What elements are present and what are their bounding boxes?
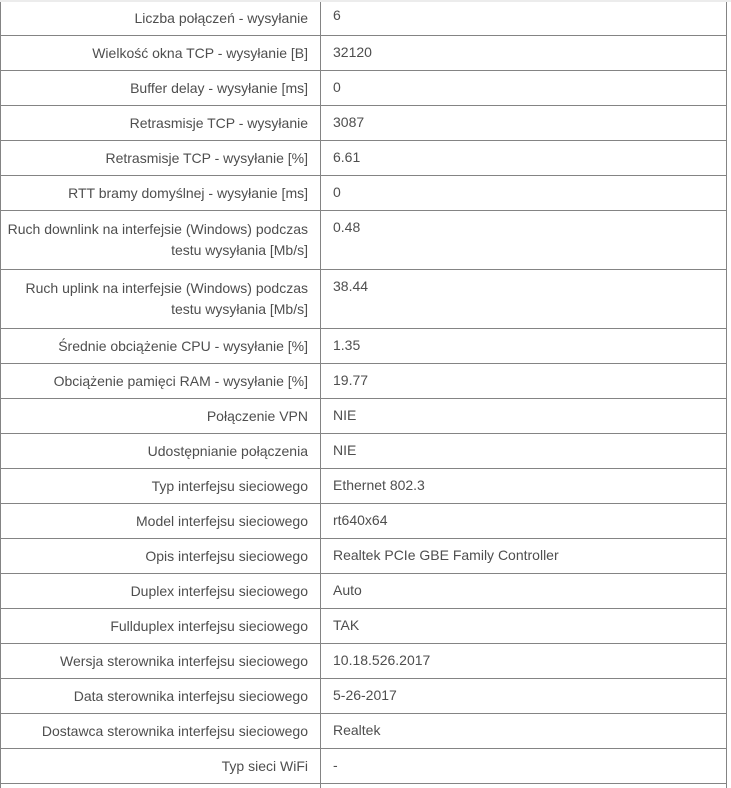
row-value: 0.48 [321, 211, 727, 270]
row-value: 10.18.526.2017 [321, 644, 727, 679]
row-label: Wersja sterownika interfejsu sieciowego [1, 644, 321, 679]
row-label: Data sterownika interfejsu sieciowego [1, 679, 321, 714]
row-value: NIE [321, 434, 727, 469]
table-row [1, 434, 727, 469]
table-row [1, 270, 727, 329]
table-row [1, 644, 727, 679]
table-row [1, 539, 727, 574]
row-label: Buffer delay - wysyłanie [ms] [1, 71, 321, 106]
table-row [1, 504, 727, 539]
row-value: Realtek [321, 714, 727, 749]
table-row [1, 399, 727, 434]
table-row [1, 141, 727, 176]
table-row [1, 2, 727, 36]
row-value: TAK [321, 609, 727, 644]
row-value: 3087 [321, 106, 727, 141]
table-row [1, 749, 727, 784]
row-label: Duplex interfejsu sieciowego [1, 574, 321, 609]
row-value: Ethernet 802.3 [321, 469, 727, 504]
table-row [1, 574, 727, 609]
row-label: Ruch downlink na interfejsie (Windows) podczas testu wysyłania [Mb/s] [1, 211, 321, 270]
row-value: NIE [321, 399, 727, 434]
table-row [1, 364, 727, 399]
row-label: Obciążenie pamięci RAM - wysyłanie [%] [1, 364, 321, 399]
row-label: Średnie obciążenie CPU - wysyłanie [%] [1, 329, 321, 364]
row-value: 0 [321, 176, 727, 211]
row-label: Model interfejsu sieciowego [1, 504, 321, 539]
row-value: - [321, 749, 727, 784]
table-row [1, 176, 727, 211]
table-row [1, 714, 727, 749]
row-label: Dostawca sterownika interfejsu sieciowego [1, 714, 321, 749]
row-value [321, 784, 727, 788]
row-value: Realtek PCIe GBE Family Controller [321, 539, 727, 574]
row-label: RTT bramy domyślnej - wysyłanie [ms] [1, 176, 321, 211]
table-row-clipped [1, 784, 727, 788]
table-row [1, 609, 727, 644]
table-row [1, 71, 727, 106]
row-value: 19.77 [321, 364, 727, 399]
row-value: 5-26-2017 [321, 679, 727, 714]
row-label: Fullduplex interfejsu sieciowego [1, 609, 321, 644]
row-label: Ruch uplink na interfejsie (Windows) podczas testu wysyłania [Mb/s] [1, 270, 321, 329]
row-label: Udostępnianie połączenia [1, 434, 321, 469]
row-label: Połączenie VPN [1, 399, 321, 434]
table-row [1, 36, 727, 71]
row-value: 1.35 [321, 329, 727, 364]
row-value: 38.44 [321, 270, 727, 329]
row-value: 6.61 [321, 141, 727, 176]
row-label: Typ interfejsu sieciowego [1, 469, 321, 504]
results-table [0, 2, 727, 788]
row-label: Opis interfejsu sieciowego [1, 539, 321, 574]
table-row [1, 106, 727, 141]
row-label: Wielkość okna TCP - wysyłanie [B] [1, 36, 321, 71]
row-label: Typ sieci WiFi [1, 749, 321, 784]
row-label: Liczba połączeń - wysyłanie [1, 2, 321, 36]
row-label: Retrasmisje TCP - wysyłanie [%] [1, 141, 321, 176]
row-value: 6 [321, 2, 727, 36]
table-row [1, 679, 727, 714]
row-label [1, 784, 321, 788]
table-row [1, 211, 727, 270]
row-label: Retrasmisje TCP - wysyłanie [1, 106, 321, 141]
row-value: Auto [321, 574, 727, 609]
table-row [1, 469, 727, 504]
row-value: 0 [321, 71, 727, 106]
row-value: 32120 [321, 36, 727, 71]
row-value: rt640x64 [321, 504, 727, 539]
table-row [1, 329, 727, 364]
